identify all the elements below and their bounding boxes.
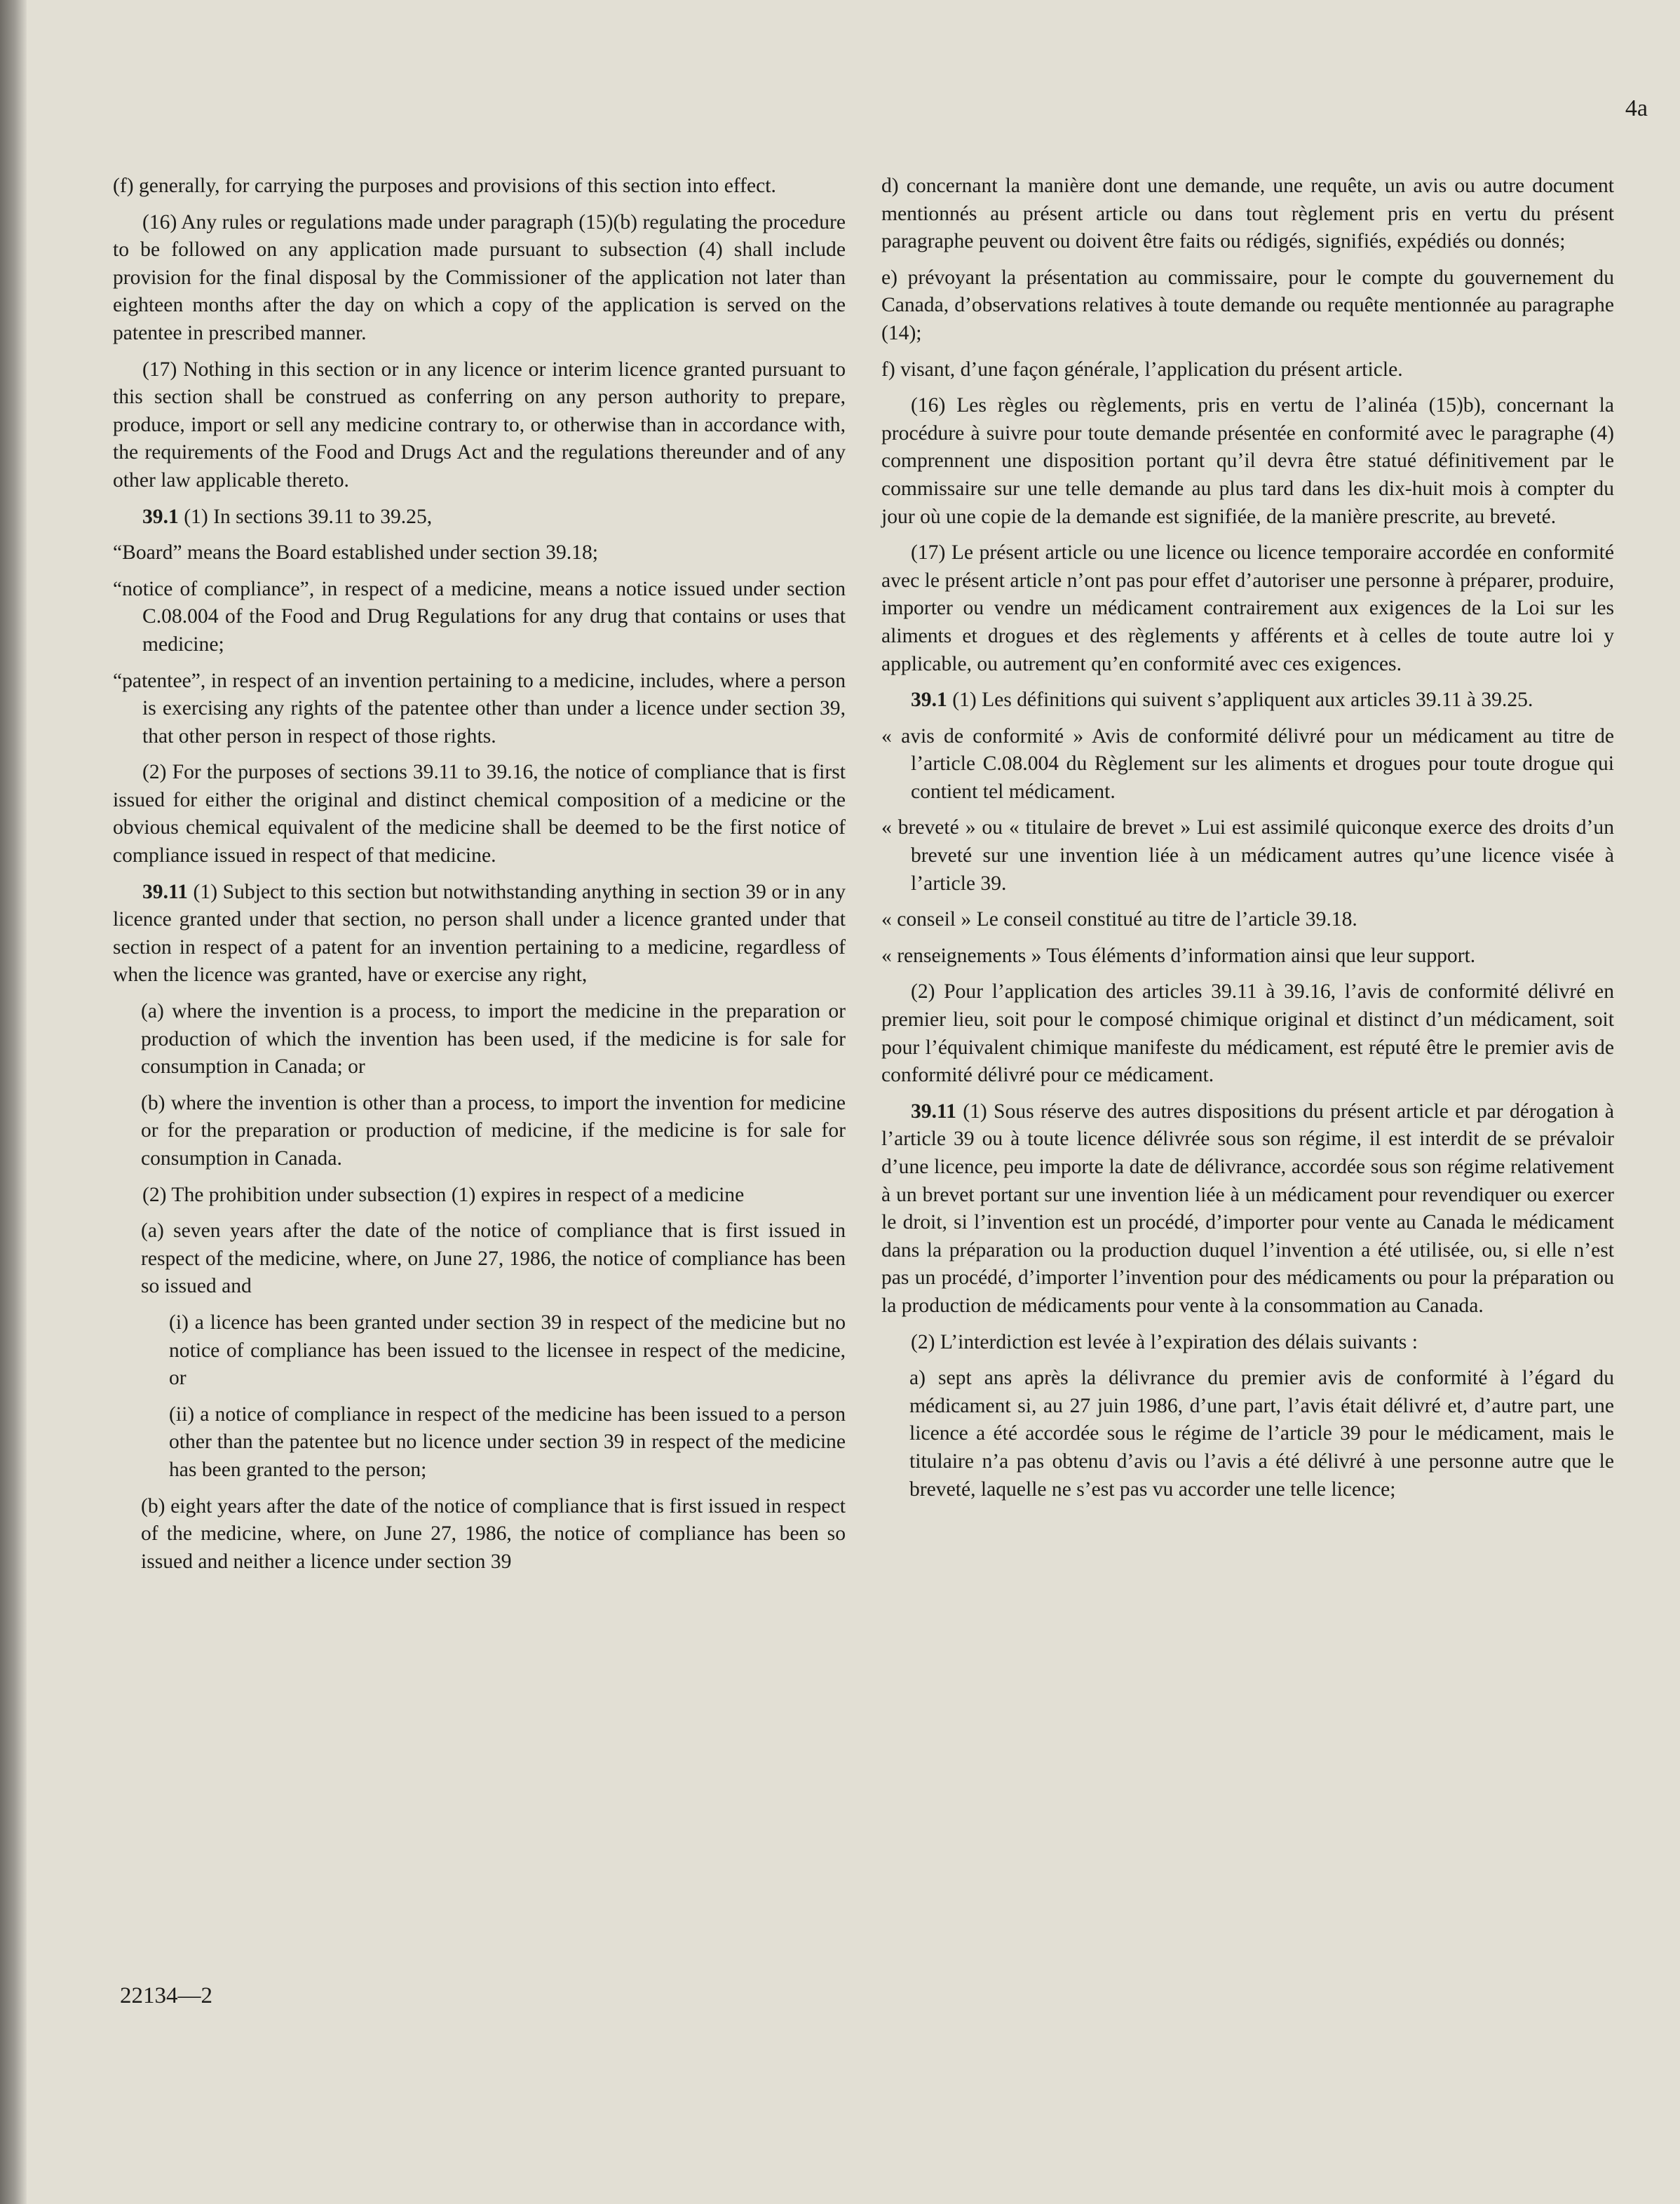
- section-text: (1) In sections 39.11 to 39.25,: [178, 505, 433, 528]
- english-section-paragraph: [113, 503, 846, 532]
- english-clause-text: “Board” means the Board established under section 39.18;: [113, 541, 598, 564]
- english-definition-text: “patentee”, in respect of an invention pertaining to a medicine, includes, where a person is exercising any rights of the patentee other than under a licence under section 39, that other person in respect of those rights.: [113, 669, 846, 748]
- english-subsection-text: (16) Any rules or regulations made under paragraph (15)(b) regulating the procedure to be followed on any application made pursuant to subsection (4) shall include provision for the final disposal by the Commissioner of the application not later than eighteen months after the day on which a copy of the application is served on the patentee in prescribed manner.: [113, 210, 846, 344]
- french-subsection-text: (16) Les règles ou règlements, pris en vertu de l’alinéa (15)b), concernant la procédure à suivre pour toute demande présentée en conformité avec le paragraphe (4) comprennent une disposition portant qu’il devra être statué définitivement par le commissaire sur une telle demande au plus tard dans les dix-huit mois à compter du jour où une copie de la demande est signifiée, de la manière prescrite, au breveté.: [881, 394, 1614, 528]
- french-subsection-text: (17) Le présent article ou une licence ou licence temporaire accordée en conformité avec le présent article n’ont pas pour effet d’autoriser une personne à préparer, produire, importer ou vendre un médicament contrairement aux exigences de la Loi sur les aliments et drogues et des règlements y afférents et à celles de toute autre loi y applicable, ou autrement qu’en conformité avec ces exigences.: [881, 541, 1614, 675]
- english-paragraph-text: (b) where the invention is other than a process, to import the invention for medicine or for the preparation or production of medicine, if the medicine is for sale for consumption in Canada.: [141, 1091, 846, 1170]
- english-subsection-text: (17) Nothing in this section or in any licence or interim licence granted pursuant to this section shall be construed as conferring on any person authority to prepare, produce, import or sell any medicine contrary to, or otherwise than in accordance with, the requirements of the Food and Drugs Act and the regulations thereunder and of any other law applicable thereto.: [113, 358, 846, 492]
- english-paragraph-text: (b) eight years after the date of the notice of compliance that is first issued in respect of the medicine, where, on June 27, 1986, the notice of compliance has been so issued and neither a licence under section 39: [141, 1494, 846, 1573]
- page-binding-edge: [0, 0, 27, 2204]
- french-definition-text: « breveté » ou « titulaire de brevet » Lui est assimilé quiconque exerce des droits d’un breveté sur une invention liée à un médicament autres qu’une licence visée à l’article 39.: [881, 816, 1614, 895]
- french-paragraph-text: a) sept ans après la délivrance du premier avis de conformité à l’égard du médicament si, au 27 juin 1986, d’une part, l’avis était délivré et, d’autre part, une licence a été accordée sous le régime de l’article 39 pour le médicament, mais le titulaire n’a pas obtenu d’avis ou l’avis a été délivré à une personne autre que le breveté, laquelle ne s’est pas vu accorder une telle licence;: [909, 1367, 1614, 1501]
- section-text: (1) Sous réserve des autres dispositions du présent article et par dérogation à l’article 39 ou à toute licence délivrée sous son régime, il est interdit de se prévaloir d’une licence, peu importe la date de délivrance, accordée sous son régime relativement à un brevet portant sur une invention liée à un médicament pour revendiquer ou exercer le droit, si l’invention est un procédé, d’importer pour vente au Canada le médicament dans la préparation ou la production duquel l’invention a été utilisée, ou, si elle n’est pas un procédé, d’importer l’invention pour des médicaments ou pour la préparation ou la production de médicaments pour vente à la consommation au Canada.: [881, 1100, 1614, 1317]
- english-paragraph-text: (a) where the invention is a process, to import the medicine in the preparation or production of which the invention has been used, if the medicine is for sale for consumption in Canada; or: [141, 1000, 846, 1079]
- french-section-paragraph: [881, 687, 1614, 715]
- french-clause-text: d) concernant la manière dont une demande, une requête, un avis ou autre document mentionnés au présent article ou dans tout règlement pris en vertu du présent paragraphe peuvent ou doivent être faits ou rédigés, signifiés, expédiés ou donnés;: [881, 175, 1614, 253]
- english-paragraph-text: (a) seven years after the date of the notice of compliance that is first issued in respect of the medicine, where, on June 27, 1986, the notice of compliance has been so issued and: [141, 1219, 846, 1298]
- french-text-column: [881, 173, 1614, 1512]
- english-subparagraph-text: (i) a licence has been granted under section 39 in respect of the medicine but no notice of compliance has been issued to the licensee in respect of the medicine, or: [169, 1311, 846, 1390]
- section-number: 39.1: [911, 689, 947, 712]
- english-subsection-text: (2) The prohibition under subsection (1) expires in respect of a medicine: [142, 1183, 745, 1206]
- english-text-column: [113, 173, 846, 1584]
- french-subsection-text: (2) Pour l’application des articles 39.11 à 39.16, l’avis de conformité délivré en premier lieu, soit pour le composé chimique original et distinct d’un médicament, soit pour l’équivalent chimique manifeste du médicament, est réputé être le premier avis de conformité délivré pour ce médicament.: [881, 980, 1614, 1087]
- french-definition-text: « avis de conformité » Avis de conformité délivré pour un médicament au titre de l’article C.08.004 du Règlement sur les aliments et drogues pour toute drogue qui contient tel médicament.: [881, 724, 1614, 803]
- section-number: 39.11: [142, 880, 188, 903]
- french-clause-text: « renseignements » Tous éléments d’information ainsi que leur support.: [881, 944, 1476, 967]
- section-number: 39.1: [142, 505, 179, 528]
- french-clause-text: e) prévoyant la présentation au commissaire, pour le compte du gouvernement du Canada, d’observations relatives à toute demande ou requête mentionnée au paragraphe (14);: [881, 266, 1614, 344]
- english-clause-text: (f) generally, for carrying the purposes and provisions of this section into effect.: [113, 175, 776, 197]
- section-text: (1) Subject to this section but notwithstanding anything in section 39 or in any licence granted under that section, no person shall under a licence granted under that section in respect of a patent for an invention pertaining to a medicine, regardless of when the licence was granted, have or exercise any right,: [113, 880, 846, 987]
- english-subsection-text: (2) For the purposes of sections 39.11 to 39.16, the notice of compliance that is first issued for either the original and distinct chemical composition of a medicine or the obvious chemical equivalent of the medicine shall be deemed to be the first notice of compliance issued in respect of that medicine.: [113, 761, 846, 867]
- french-section-paragraph: [881, 1098, 1614, 1320]
- english-subparagraph-text: (ii) a notice of compliance in respect of the medicine has been issued to a person other than the patentee but no licence under section 39 in respect of the medicine has been granted to the person;: [169, 1402, 846, 1481]
- section-text: (1) Les définitions qui suivent s’appliquent aux articles 39.11 à 39.25.: [947, 689, 1533, 712]
- french-subsection-text: (2) L’interdiction est levée à l’expiration des délais suivants :: [911, 1330, 1418, 1353]
- print-job-code: 22134—2: [120, 1983, 212, 2008]
- english-section-paragraph: [113, 879, 846, 989]
- english-definition-text: “notice of compliance”, in respect of a medicine, means a notice issued under section C.08.004 of the Food and Drug Regulations for any drug that contains or uses that medicine;: [113, 577, 846, 656]
- page-number: 4a: [1625, 95, 1648, 121]
- french-clause-text: f) visant, d’une façon générale, l’application du présent article.: [881, 358, 1403, 381]
- section-number: 39.11: [911, 1100, 956, 1123]
- french-clause-text: « conseil » Le conseil constitué au titre de l’article 39.18.: [881, 908, 1357, 931]
